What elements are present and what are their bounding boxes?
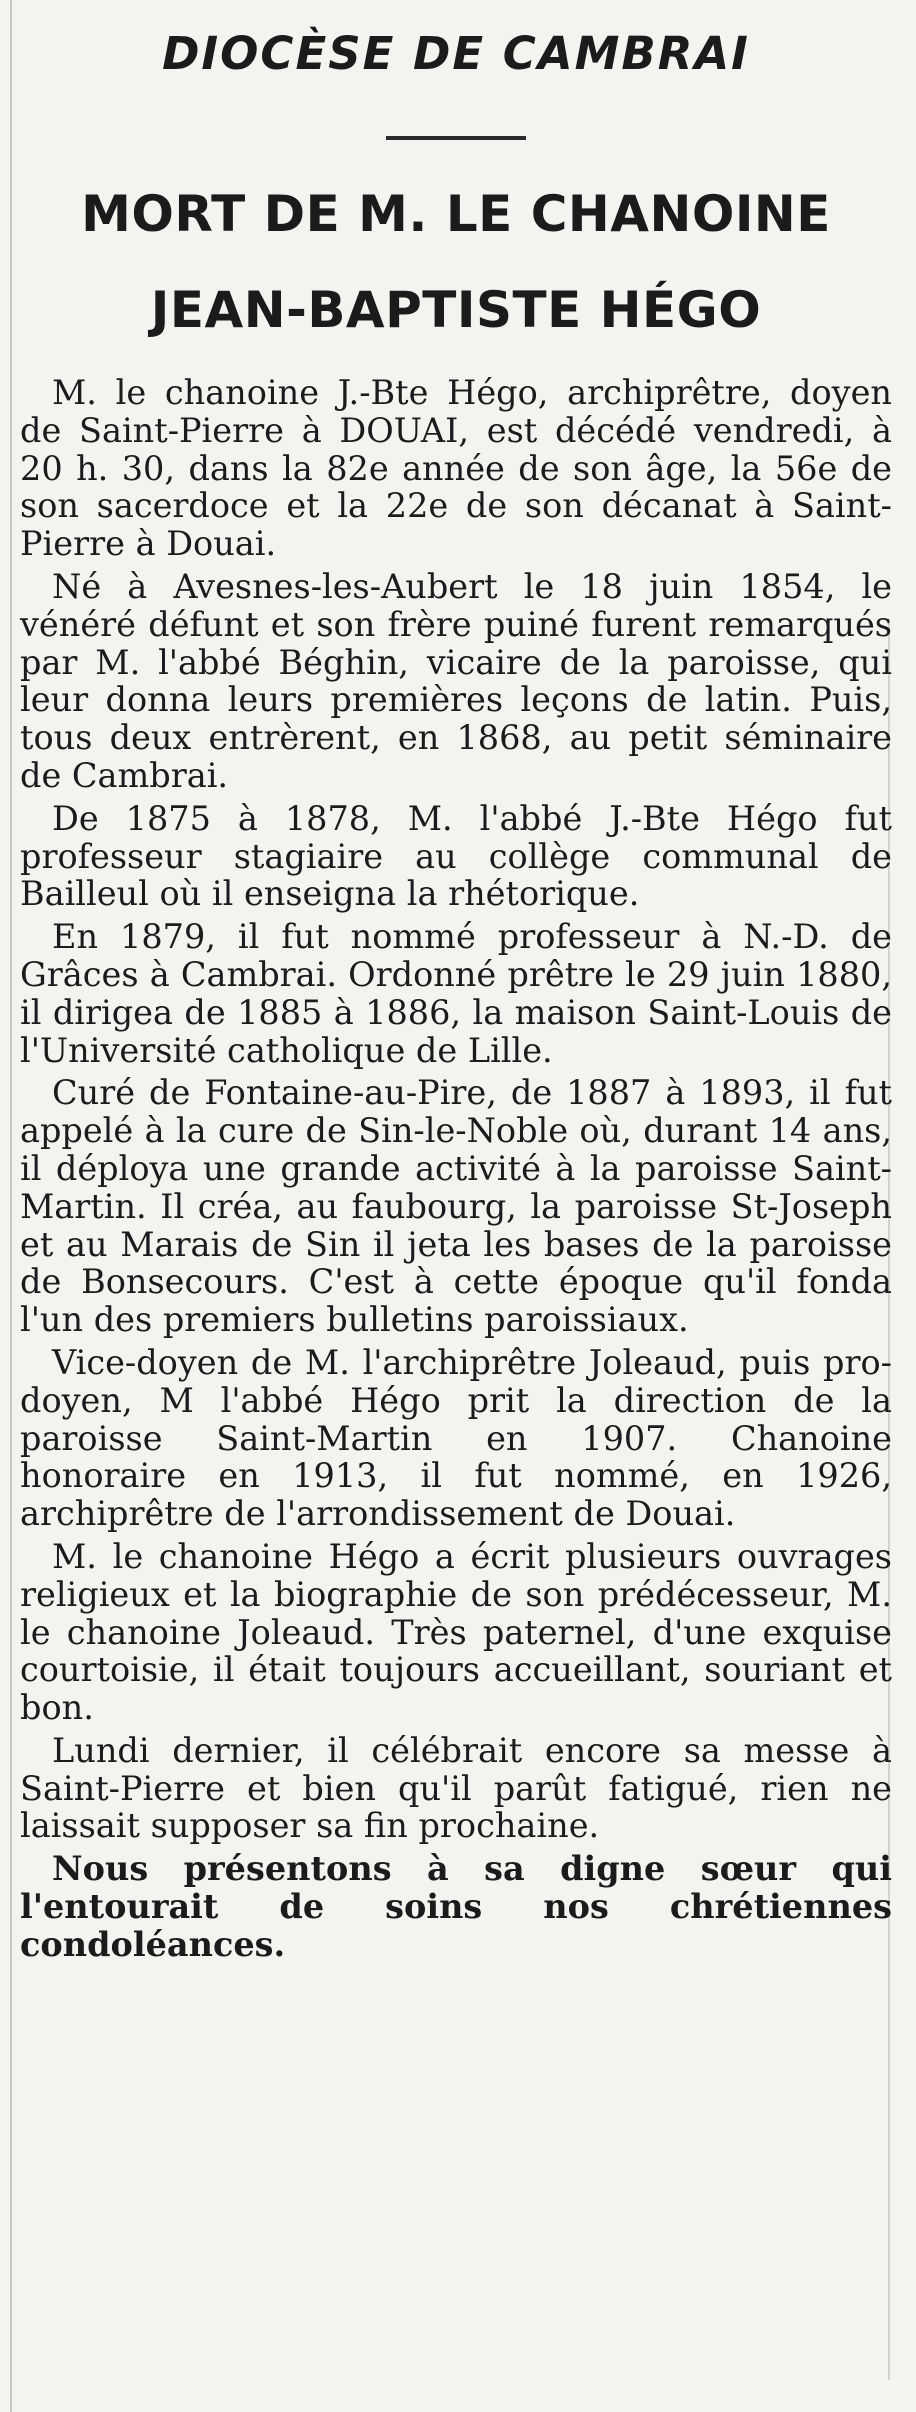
section-kicker: DIOCÈSE DE CAMBRAI — [162, 27, 750, 80]
article-body — [20, 374, 892, 1964]
article — [20, 0, 892, 1964]
title-separator — [386, 136, 526, 140]
paragraph-6: Vice-doyen de M. l'archiprêtre Joleaud, puis pro-doyen, M l'abbé Hégo prit la direction de la paroisse Saint-Martin en 1907. Chanoine honoraire en 1913, il fut nommé, en 1926, archiprêtre de l'arrondissement de Douai. — [20, 1342, 892, 1534]
headline-line-1: MORT DE M. LE CHANOINE — [81, 185, 831, 243]
paragraph-8: Lundi dernier, il célébrait encore sa messe à Saint-Pierre et bien qu'il parût fatigué, rien ne laissait supposer sa fin prochaine. — [20, 1730, 892, 1846]
article-headline — [20, 166, 892, 358]
headline-line-2: JEAN-BAPTISTE HÉGO — [150, 281, 762, 339]
closing-text: Nous présentons à sa digne sœur qui l'entourait de soins nos chrétiennes condoléances. — [20, 1849, 892, 1964]
paragraph-7: M. le chanoine Hégo a écrit plusieurs ouvrages religieux et la biographie de son prédécesseur, M. le chanoine Joleaud. Très paternel, d'une exquise courtoisie, il était toujours accueillant, souriant et bon. — [20, 1536, 892, 1728]
paragraph-4: En 1879, il fut nommé professeur à N.-D. de Grâces à Cambrai. Ordonné prêtre le 29 juin 1880, il dirigea de 1885 à 1886, la maison Saint-Louis de l'Université catholique de Lille. — [20, 917, 892, 1070]
closing-paragraph — [20, 1850, 892, 1963]
paragraph-3: De 1875 à 1878, M. l'abbé J.-Bte Hégo fut professeur stagiaire au collège communal de Bailleul où il enseigna la rhétorique. — [20, 798, 892, 914]
paragraph-1: M. le chanoine J.-Bte Hégo, archiprêtre, doyen de Saint-Pierre à DOUAI, est décédé vendredi, à 20 h. 30, dans la 82e année de son âge, la 56e de son sacerdoce et la 22e de son décanat à Saint-Pierre à Douai. — [20, 373, 892, 564]
paragraph-5: Curé de Fontaine-au-Pire, de 1887 à 1893, il fut appelé à la cure de Sin-le-Noble où, durant 14 ans, il déploya une grande activité à la paroisse Saint-Martin. Il créa, au faubourg, la paroisse St-Joseph et au Marais de Sin il jeta les bases de la paroisse de Bonsecours. C'est à cette époque qu'il fonda l'un des premiers bulletins paroissiaux. — [20, 1073, 892, 1340]
paragraph-2: Né à Avesnes-les-Aubert le 18 juin 1854, le vénéré défunt et son frère puiné furent remarqués par M. l'abbé Béghin, vicaire de la paroisse, qui leur donna leurs premières leçons de latin. Puis, tous deux entrèrent, en 1868, au petit séminaire de Cambrai. — [20, 566, 892, 795]
column-rule-left — [10, 0, 12, 2412]
